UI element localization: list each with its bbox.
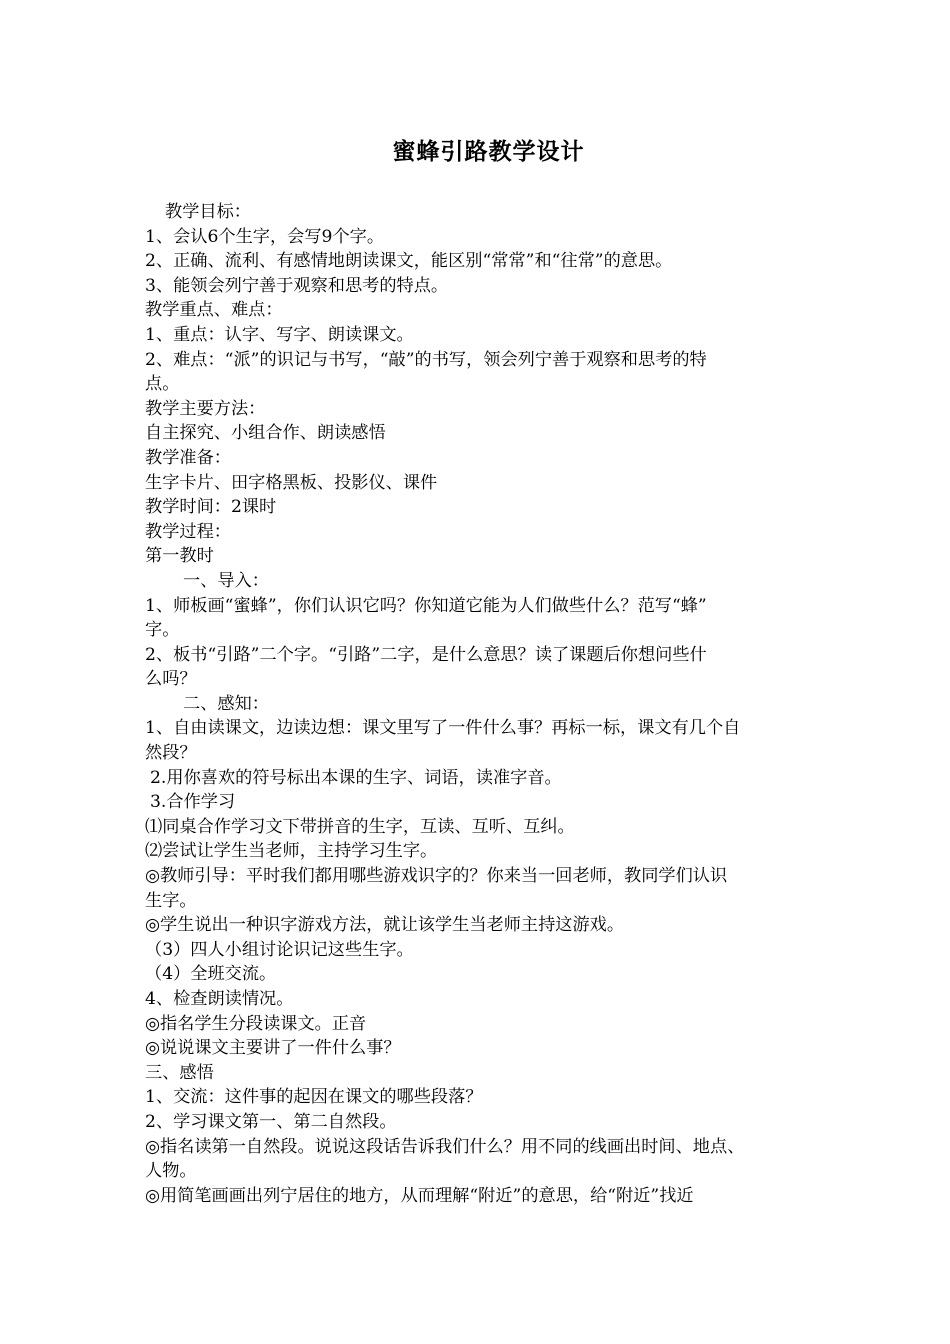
text-line: （3）四人小组讨论识记这些生字。 — [145, 939, 414, 960]
text-line: （4）全班交流。 — [145, 964, 277, 985]
text-line: ◎学生说出一种识字游戏方法，就让该学生当老师主持这游戏。 — [145, 915, 625, 936]
text-line: 自主探究、小组合作、朗读感悟 — [145, 423, 386, 444]
text-line: ⑴同桌合作学习文下带拼音的生字，互读、互听、互纠。 — [145, 816, 575, 837]
text-line: 1、师板画“蜜蜂”，你们认识它吗？你知道它能为人们做些什么？范写“蜂” — [145, 595, 707, 616]
text-line: 2、板书“引路”二个字。“引路”二字，是什么意思？读了课题后你想问些什 — [145, 644, 707, 665]
text-line: 一、导入： — [183, 570, 269, 591]
text-line: 1、会认6个生字，会写9个字。 — [145, 226, 385, 247]
text-line: 2、难点：“派”的识记与书写，“敲”的书写，领会列宁善于观察和思考的特 — [145, 349, 707, 370]
text-line: 人物。 — [145, 1161, 197, 1182]
text-line: 字。 — [145, 620, 180, 641]
text-line: ◎说说课文主要讲了一件什么事？ — [145, 1038, 401, 1059]
text-line: 教学重点、难点： — [145, 300, 283, 321]
text-line: 3、能领会列宁善于观察和思考的特点。 — [145, 275, 449, 296]
text-line: 2、正确、流利、有感情地朗读课文，能区别“常常”和“往常”的意思。 — [145, 251, 673, 272]
text-line: 教学时间：2课时 — [145, 497, 277, 518]
text-line: 2、学习课文第一、第二自然段。 — [145, 1111, 397, 1132]
text-line: 教学准备： — [145, 447, 231, 468]
text-line: 三、感悟 — [145, 1062, 214, 1083]
text-line: 么吗？ — [145, 669, 197, 690]
text-line: 教学目标： — [165, 202, 251, 222]
text-line: 1、交流：这件事的起因在课文的哪些段落？ — [145, 1087, 483, 1108]
text-line: 生字。 — [145, 890, 197, 911]
text-line: 教学主要方法： — [145, 398, 266, 419]
text-line: ◎指名读第一自然段。说说这段话告诉我们什么？用不同的线画出时间、地点、 — [145, 1136, 745, 1157]
text-line: 1、自由读课文，边读边想：课文里写了一件什么事？再标一标，课文有几个自 — [145, 718, 741, 739]
text-line: 3.合作学习 — [150, 792, 236, 813]
text-line: ⑵尝试让学生当老师，主持学习生字。 — [145, 841, 438, 862]
text-line: ◎指名学生分段读课文。正音 — [145, 1013, 367, 1034]
document-title: 蜜蜂引路教学设计 — [392, 138, 585, 165]
text-line: 教学过程： — [145, 521, 231, 542]
text-line: 1、重点：认字、写字、朗读课文。 — [145, 324, 414, 345]
text-line: 2.用你喜欢的符号标出本课的生字、词语，读准字音。 — [150, 767, 562, 788]
document-body — [145, 200, 810, 1208]
text-line: 点。 — [145, 374, 180, 395]
text-line: 生字卡片、田字格黑板、投影仪、课件 — [145, 472, 438, 493]
text-line: ◎用简笔画画出列宁居住的地方，从而理解“附近”的意思，给“附近”找近 — [145, 1185, 694, 1206]
text-line: 二、感知： — [183, 693, 269, 714]
text-line: ◎教师引导：平时我们都用哪些游戏识字的？你来当一回老师，教同学们认识 — [145, 866, 728, 887]
text-line: 然段？ — [145, 743, 197, 764]
text-line: 第一教时 — [145, 546, 214, 567]
text-line: 4、检查朗读情况。 — [145, 989, 294, 1009]
